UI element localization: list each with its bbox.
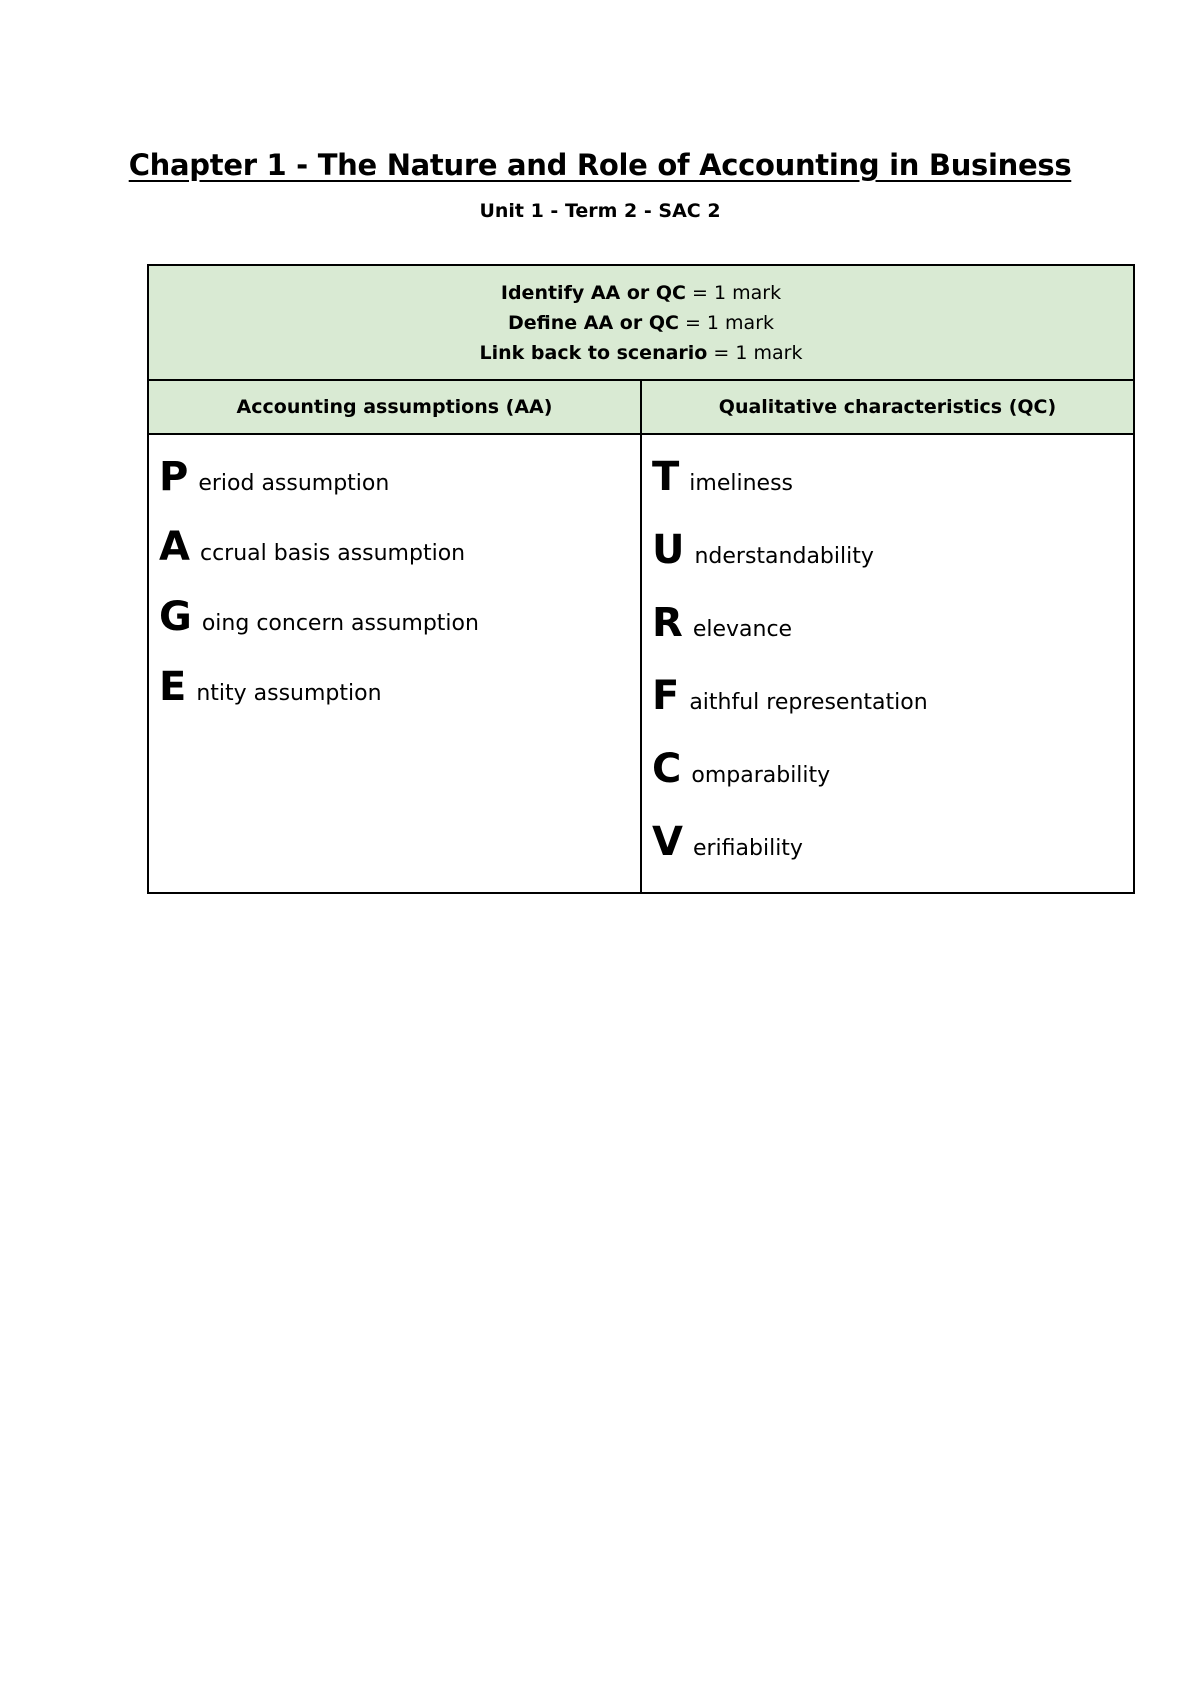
- column-header-row: [148, 380, 1134, 434]
- acronym-letter: R: [652, 600, 683, 646]
- criteria-row: [148, 265, 1134, 380]
- acronym-word: imeliness: [689, 471, 794, 496]
- acronym-word: ccrual basis assumption: [199, 541, 466, 566]
- acronym-letter: E: [159, 664, 187, 710]
- acronym-word: aithful representation: [689, 690, 928, 715]
- acronym-letter: C: [652, 746, 682, 792]
- acronym-letter: U: [652, 527, 685, 573]
- list-item: [642, 453, 1133, 526]
- lists-row: [148, 434, 1134, 893]
- qualitative-characteristics-list: [641, 434, 1134, 893]
- criteria-line-link: [149, 338, 1133, 368]
- acronym-word: omparability: [691, 763, 831, 788]
- acronym-word: oing concern assumption: [201, 611, 479, 636]
- acronym-letter: T: [652, 454, 680, 500]
- qualitative-characteristics-header: Qualitative characteristics (QC): [641, 380, 1134, 434]
- list-item: [149, 523, 640, 593]
- acronym-letter: V: [652, 819, 683, 865]
- criteria-label: Link back to scenario: [479, 341, 708, 364]
- list-item: [642, 672, 1133, 745]
- summary-table: [147, 264, 1135, 894]
- acronym-word: ntity assumption: [196, 681, 382, 706]
- criteria-line-identify: [149, 278, 1133, 308]
- page-title: Chapter 1 - The Nature and Role of Accounting in Business: [128, 148, 1072, 182]
- criteria-value: = 1 mark: [678, 311, 775, 334]
- list-item: [642, 818, 1133, 891]
- criteria-label: Define AA or QC: [507, 311, 679, 334]
- criteria-label: Identify AA or QC: [500, 281, 686, 304]
- list-item: [642, 745, 1133, 818]
- criteria-value: = 1 mark: [686, 281, 782, 304]
- acronym-word: elevance: [692, 617, 793, 642]
- accounting-assumptions-list: [148, 434, 641, 893]
- criteria-value: = 1 mark: [707, 341, 803, 364]
- list-item: [149, 663, 640, 733]
- list-item: [149, 453, 640, 523]
- marking-criteria-cell: [148, 265, 1134, 380]
- list-item: [149, 593, 640, 663]
- acronym-letter: F: [652, 673, 680, 719]
- criteria-line-define: [149, 308, 1133, 338]
- acronym-letter: A: [159, 524, 190, 570]
- acronym-word: eriod assumption: [198, 471, 390, 496]
- acronym-word: nderstandability: [694, 544, 874, 569]
- acronym-word: erifiability: [692, 836, 803, 861]
- accounting-assumptions-header: Accounting assumptions (AA): [148, 380, 641, 434]
- acronym-letter: P: [159, 454, 189, 500]
- list-item: [642, 526, 1133, 599]
- acronym-letter: G: [159, 594, 192, 640]
- list-item: [642, 599, 1133, 672]
- page-subtitle: Unit 1 - Term 2 - SAC 2: [479, 200, 721, 222]
